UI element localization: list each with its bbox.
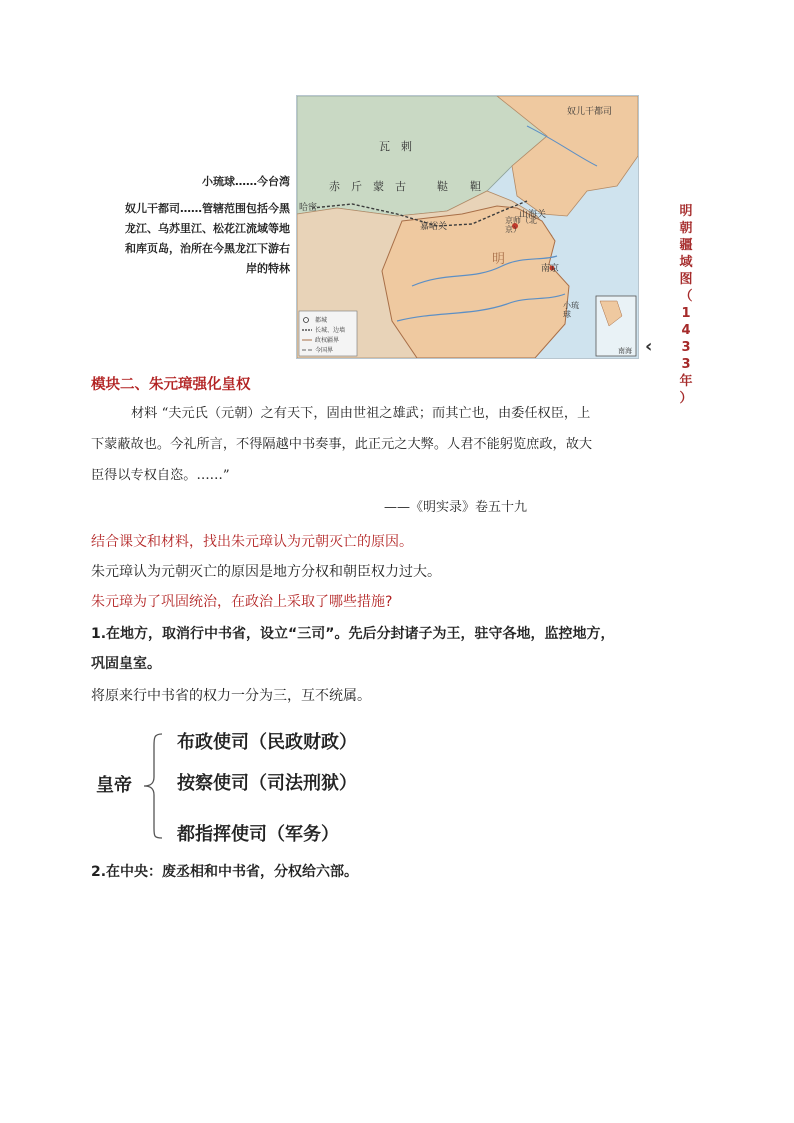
label-ming: 明 <box>492 252 506 267</box>
title-char: 3 <box>681 357 691 372</box>
ming-main-region <box>382 206 569 358</box>
caption-line: 岸的特林 <box>246 262 290 275</box>
diagram-branch-2: 按察使司（司法刑狱） <box>177 773 357 794</box>
label-jingshi: 京师（北京） <box>505 216 537 234</box>
label-wala: 瓦 剌 <box>379 140 412 153</box>
title-char: 4 <box>681 323 691 338</box>
legend-modern-border: 今国界 <box>315 347 334 354</box>
map-title-vertical <box>677 203 695 407</box>
diagram-branch-3: 都指挥使司（军务） <box>177 824 339 845</box>
measure-1-note: 将原来行中书省的权力一分为三，互不统属。 <box>91 688 371 704</box>
measure-2: 2.在中央：废丞相和中书省，分权给六部。 <box>91 864 359 880</box>
title-char: 图 <box>679 272 693 287</box>
title-char: （ <box>679 289 693 304</box>
label-xiaoliuqiu: 小琉球 <box>563 301 579 319</box>
caption-line: 和库页岛，治所在今黑龙江下游右 <box>125 242 290 255</box>
label-chijin: 赤 斤 蒙 古 <box>329 180 406 193</box>
measure-1 <box>91 619 701 679</box>
quote-source: ——《明实录》卷五十九 <box>384 500 528 515</box>
caption-line: 奴儿干都司……管辖范围包括今黑 <box>125 202 290 215</box>
title-char: 年 <box>679 374 693 389</box>
title-char: 疆 <box>679 238 693 253</box>
map-caption-taiwan: 小琉球……今台湾 <box>202 175 290 188</box>
label-tatar: 鞑 靼 <box>437 180 481 193</box>
title-char: 朝 <box>679 221 693 236</box>
quote-line: 下蒙蔽故也。今礼所言，不得隔越中书奏事，此正元之大弊。人君不能躬览庶政，故大 <box>91 437 593 452</box>
label-hami: 哈密 <box>299 203 318 213</box>
quote-line: 臣得以专权自恣。……” <box>91 468 230 483</box>
chevron-left-icon: ‹ <box>645 336 653 357</box>
legend-border: 政权疆界 <box>315 337 340 344</box>
diagram-bracket <box>140 732 180 842</box>
title-char: 3 <box>681 340 691 355</box>
diagram-root: 皇帝 <box>96 775 132 796</box>
label-shanhaiguan: 山海关 <box>519 210 547 220</box>
diagram-branch-1: 布政使司（民政财政） <box>177 732 357 753</box>
label-nanjing: 南京 <box>541 264 560 274</box>
title-char: 域 <box>679 255 693 270</box>
measure-line: 巩固皇室。 <box>91 656 161 672</box>
map-graphic <box>297 96 638 358</box>
question-1: 结合课文和材料，找出朱元璋认为元朝灭亡的原因。 <box>91 534 413 550</box>
quote-line: 材料 “夫元氏（元朝）之有天下，固由世祖之雄武；而其亡也，由委任权臣，上 <box>131 406 591 421</box>
question-2: 朱元璋为了巩固统治，在政治上采取了哪些措施? <box>91 594 393 610</box>
answer-1: 朱元璋认为元朝灭亡的原因是地方分权和朝臣权力过大。 <box>91 564 441 580</box>
legend-capital: 都城 <box>315 317 328 324</box>
label-jiayuguan: 嘉峪关 <box>420 222 448 232</box>
inset-label: 南海 <box>618 347 632 355</box>
title-char: ） <box>679 391 693 406</box>
title-char: 1 <box>681 306 691 321</box>
legend-wall: 长城、边墙 <box>315 327 346 334</box>
label-nuergan: 奴儿干都司 <box>567 107 613 117</box>
caption-line: 龙江、乌苏里江、松花江流域等地 <box>125 222 290 235</box>
measure-line: 1.在地方，取消行中书省，设立“三司”。先后分封诸子为王，驻守各地，监控地方， <box>91 626 615 642</box>
title-char: 明 <box>679 204 693 219</box>
quote-block <box>91 398 703 491</box>
module-title: 模块二、朱元璋强化皇权 <box>91 377 251 393</box>
map-caption-nuergan <box>125 199 290 279</box>
ming-territory-map <box>296 95 639 359</box>
